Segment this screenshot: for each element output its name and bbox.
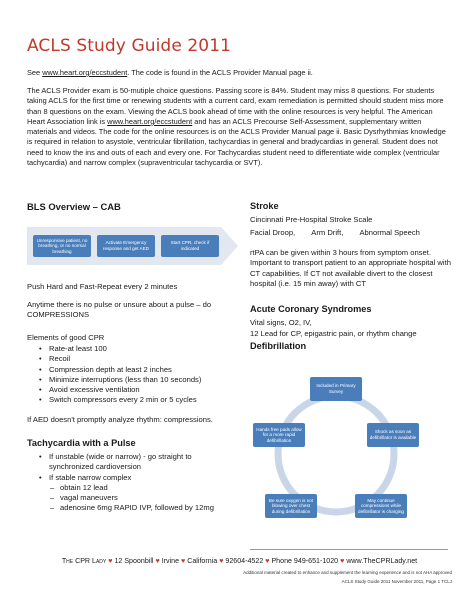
list-item: • Rate-at least 100 xyxy=(38,344,248,354)
stroke-scale: Cincinnati Pre-Hospital Stroke Scale xyxy=(250,215,373,224)
tachycardia-heading: Tachycardia with a Pulse xyxy=(27,438,136,448)
eccstudent-link[interactable]: www.heart.org/eccstudent xyxy=(42,68,128,77)
heart-icon: ♥ xyxy=(219,557,224,565)
see-line: See www.heart.org/eccstudent. The code is found in the ACLS Provider Manual page ii. xyxy=(27,68,313,77)
sign-arm-drift: Arm Drift, xyxy=(311,228,344,237)
brand-name: The CPR Lady xyxy=(61,557,107,565)
sign-facial-droop: Facial Droop, xyxy=(250,228,296,237)
flow-step-3: Start CPR, check if indicated xyxy=(161,235,219,257)
list-item: • Recoil xyxy=(38,354,248,364)
list-item: – adenosine 6mg RAPID IVP, followed by 12mg xyxy=(38,503,248,513)
website-link[interactable]: www.TheCPRLady.net xyxy=(346,557,418,565)
cpr-elements-list xyxy=(38,344,248,406)
cycle-step-3: May continue compressions while defibrillator is charging xyxy=(355,494,407,518)
stroke-heading: Stroke xyxy=(250,201,279,211)
cycle-step-1: Included in Primary Survey xyxy=(310,377,362,401)
heart-icon: ♥ xyxy=(181,557,186,565)
flow-step-2: Activate Emergency response and get AED xyxy=(97,235,155,257)
list-item: • Switch compressors every 2 min or 5 cycles xyxy=(38,395,248,405)
acs-line-2: 12 Lead for CP, epigastric pain, or rhythm change xyxy=(250,329,417,338)
bls-flow-diagram xyxy=(27,227,238,265)
rtpa-text: rtPA can be given within 3 hours from symptom onset. Important to transport patient to an appropriate hospital with CT capabilities. If CT not available divert to the closest hospital (i.e. 15 min away) with CT xyxy=(250,248,451,288)
defibrillation-cycle-diagram xyxy=(250,372,422,532)
acs-heading: Acute Coronary Syndromes xyxy=(250,304,372,314)
aed-note: If AED doesn't promptly analyze rhythm: compressions. xyxy=(27,415,213,424)
cycle-step-2: Shock as soon as defibrillator is available xyxy=(367,423,419,447)
acs-line-1: Vital signs, O2, IV, xyxy=(250,318,312,327)
list-item: synchronized cardioversion xyxy=(49,462,142,472)
list-item: • Compression depth at least 2 inches xyxy=(38,365,248,375)
push-hard-text: Push Hard and Fast-Repeat every 2 minutes xyxy=(27,282,178,291)
footnote-page: ACLS Study Guide 2011 November 2011, Page 1 TCLJ xyxy=(341,579,452,584)
list-item: • If unstable (wide or narrow) - go straight to xyxy=(38,452,248,462)
intro-paragraph: The ACLS Provider exam is 50-mutiple choice questions. Passing score is 84%. Student may miss 8 questions. For students taking ACLS for the first time or renewing students with a current card, exam remediation is permitted should student miss more than 8 questions on the exam. Viewing the ACLS book ahead of time with the online resources is very helpful. The American Heart Association link is www.heart.org/eccstudent and has an ACLS Precourse Self-Assessment, supplementary written materials and videos. The code for the online resources is on the ACLS Provider Manual page ii. Basic Dysrhythmias knowledge is required in relation to asystole, ventricular fibrillation, tachycardias in general and bradycardias in general. Student does not need to know the ins and outs of each and every one. For Tachycardias student need to differentiate wide complex (ventricular tachycardia) and narrow complex (supraventricular tachycardia or SVT). xyxy=(27,86,446,168)
elements-heading: Elements of good CPR xyxy=(27,333,105,342)
sign-abnormal-speech: Abnormal Speech xyxy=(359,228,420,237)
list-item: • Avoid excessive ventilation xyxy=(38,385,248,395)
heart-icon: ♥ xyxy=(108,557,113,565)
page-title: ACLS Study Guide 2011 xyxy=(27,36,232,56)
eccstudent-link-2[interactable]: www.heart.org/eccstudent xyxy=(107,116,193,126)
flow-step-1: Unresponsive patient, no breathing, or no normal breathing xyxy=(33,235,91,257)
footer-contact: The CPR Lady ♥ 12 Spoonbill ♥ Irvine ♥ California ♥ 92604-4522 ♥ Phone 949-651-1020 ♥ www.TheCPRLady.net xyxy=(61,557,418,565)
anytime-text: Anytime there is no pulse or unsure about a pulse – do COMPRESSIONS xyxy=(27,300,212,320)
tachycardia-list xyxy=(38,452,248,514)
footnote-aha: Additional material created to enhance and supplement the learning experience and is not AHA approved xyxy=(243,570,452,575)
footer-rule xyxy=(250,549,448,550)
cycle-step-5: Hands free pads allow for a more rapid defibrillation xyxy=(253,423,305,447)
cycle-step-4: Be sure oxygen is not blowing over chest during defibrillation xyxy=(265,494,317,518)
heart-icon: ♥ xyxy=(340,557,345,565)
list-item: • If stable narrow complex xyxy=(38,473,248,483)
heart-icon: ♥ xyxy=(155,557,160,565)
bls-heading: BLS Overview – CAB xyxy=(27,201,121,212)
stroke-signs xyxy=(250,228,455,238)
defibrillation-heading: Defibrillation xyxy=(250,341,307,351)
list-item: • Minimize interruptions (less than 10 seconds) xyxy=(38,375,248,385)
list-item: – obtain 12 lead xyxy=(38,483,248,493)
heart-icon: ♥ xyxy=(265,557,270,565)
list-item: – vagal maneuvers xyxy=(38,493,248,503)
